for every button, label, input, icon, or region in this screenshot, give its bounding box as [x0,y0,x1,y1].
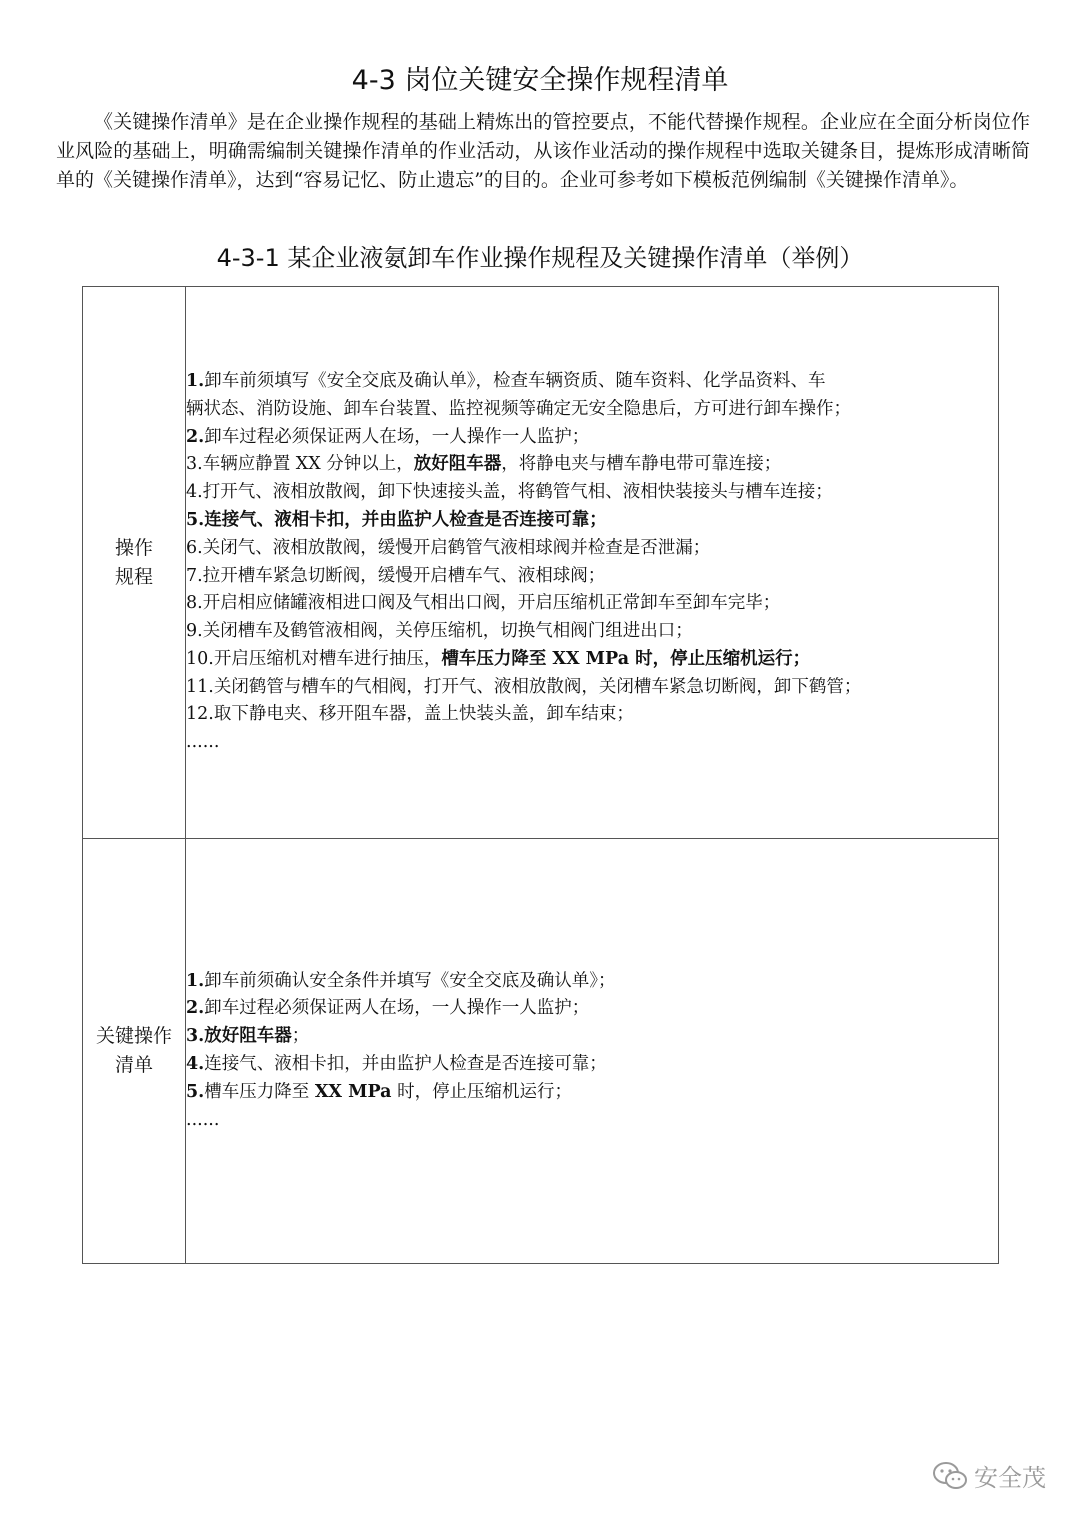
page-title: 4-3 岗位关键安全操作规程清单 [351,65,729,96]
intro-paragraph: 《关键操作清单》是在企业操作规程的基础上精炼出的管控要点，不能代替操作规程。企业应在全面分析岗位作业风险的基础上，明确需编制关键操作清单的作业活动，从该作业活动的操作规程中选取关键条目，提炼形成清晰简单的《关键操作清单》，达到“容易记忆、防止遗忘”的目的。企业可参考如下模板范例编制《关键操作清单》。 [56,111,1030,191]
procedure-line-num: 2. [186,426,205,447]
procedure-line-c: ，将静电夹与槽车静电带可靠连接； [501,454,782,475]
table-row-key-operations [83,839,999,1264]
key-operation-line [186,1079,998,1107]
procedure-line [186,563,998,591]
key-operation-line-b: 放好阻车器 [204,1026,292,1047]
procedures-label-cell [83,287,186,839]
procedure-line-b: 放好阻车器 [413,454,502,475]
procedure-line [186,646,998,674]
procedure-line-a: 11.关闭鹤管与槽车的气相阀，打开气、液相放散阀，关闭槽车紧急切断阀，卸下鹤管； [186,676,862,697]
key-operation-line-num: 1. [186,970,205,991]
key-operation-line-a: 卸车前须确认安全条件并填写《安全交底及确认单》； [204,970,616,991]
key-operation-line [186,1051,998,1079]
procedure-line [186,674,998,702]
key-operation-line-a: 连接气、液相卡扣，并由监护人检查是否连接可靠； [204,1054,607,1074]
key-operation-line [186,1023,998,1051]
procedure-line-a: 卸车过程必须保证两人在场，一人操作一人监护； [204,426,590,447]
procedure-line-a: 7.拉开槽车紧急切断阀，缓慢开启槽车气、液相球阀； [186,565,606,586]
procedures-content-cell [186,287,999,839]
key-operation-line-num: 2. [186,998,205,1019]
procedure-line [186,396,998,424]
procedure-line [186,535,998,563]
key-operation-line [186,1107,998,1135]
procedure-line [186,590,998,618]
key-operations-list [186,968,998,1135]
procedure-line-a: 辆状态、消防设施、卸车台装置、监控视频等确定无安全隐患后，方可进行卸车操作； [186,398,851,419]
procedures-list [186,368,998,757]
procedure-line-a: 9.关闭槽车及鹤管液相阀，关停压缩机，切换气相阀门组进出口； [186,621,693,642]
procedure-line-num: 5. [186,509,205,530]
procedure-table [82,286,999,1264]
procedure-line [186,479,998,507]
procedure-line [186,368,998,396]
key-operation-line-b: XX MPa [314,1081,392,1102]
key-ops-label-cell [83,839,186,1264]
procedures-label-line1: 操作 [114,536,153,559]
key-operation-line-c: ； [291,1026,310,1047]
procedure-line [186,424,998,452]
key-operation-line-a: ...... [186,1109,220,1130]
watermark-text: 安全茂 [974,1464,1046,1492]
procedure-line [186,729,998,757]
wechat-icon [932,1461,968,1491]
procedure-line-a: 8.开启相应储罐液相进口阀及气相出口阀，开启压缩机正常卸车至卸车完毕； [186,593,781,614]
procedure-line-a: ...... [186,732,220,753]
key-operation-line-num: 3. [186,1026,205,1047]
procedure-line-a: 卸车前须填写《安全交底及确认单》，检查车辆资质、随车资料、化学品资料、车 [204,370,826,391]
key-operation-line-a: 卸车过程必须保证两人在场，一人操作一人监护； [204,998,590,1019]
procedure-line-a: 4.打开气、液相放散阀，卸下快速接头盖，将鹤管气相、液相快装接头与槽车连接； [186,482,833,503]
key-operation-line-num: 5. [186,1081,205,1102]
table-row-procedures [83,287,999,839]
key-ops-label-line2: 清单 [114,1054,153,1076]
procedure-line [186,618,998,646]
key-operation-line [186,968,998,996]
procedure-line-a: 3.车辆应静置 XX 分钟以上， [186,454,414,475]
procedure-line-b: 槽车压力降至 XX MPa 时，停止压缩机运行； [441,648,811,669]
procedure-line-a: 12.取下静电夹、移开阻车器，盖上快装头盖，卸车结束； [186,704,634,725]
procedures-label-line2: 规程 [114,565,153,588]
key-operation-line-num: 4. [186,1054,205,1074]
key-operation-line-a: 槽车压力降至 [204,1081,315,1102]
key-ops-content-cell [186,839,999,1264]
procedure-line-a: 10.开启压缩机对槽车进行抽压， [186,648,442,669]
procedure-line [186,451,998,479]
procedure-line-b: 连接气、液相卡扣，并由监护人检查是否连接可靠； [204,509,607,530]
key-ops-label-line1: 关键操作 [95,1025,172,1047]
key-operation-line-c: 时，停止压缩机运行； [391,1081,573,1102]
procedure-line [186,701,998,729]
procedure-line-a: 6.关闭气、液相放散阀，缓慢开启鹤管气液相球阀并检查是否泄漏； [186,537,711,558]
watermark [932,1458,1046,1493]
procedure-line-num: 1. [186,370,205,391]
section-subtitle: 4-3-1 某企业液氨卸车作业操作规程及关键操作清单（举例） [216,244,864,272]
key-operation-line [186,995,998,1023]
procedure-line [186,507,998,535]
